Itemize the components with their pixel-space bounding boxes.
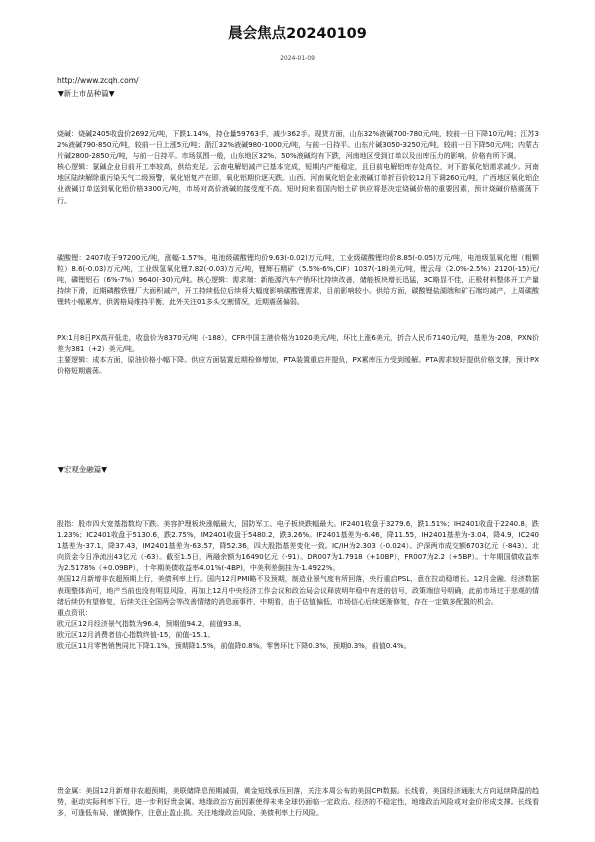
section-heading-new-products: ▼新上市品种篇▼ [58, 89, 115, 98]
paragraph-block-caustic-soda [57, 129, 539, 207]
paragraph-caustic-soda-logic: 核心逻辑：氯碱企业目前开工率较高，供给充足。云南电解铝减产已基本完成，短期内产能稳定，且目前电解铝库存处高位，对下游氧化铝需求减少。河南地区陆续解除重污染天气二级预警，氧化铝复产在即，氧化铝期价逐天跌。山西、河南氧化铝企业液碱订单折百价较12月下调260元/吨，广西地区氧化铝企业液碱订单送到氧化铝价格3300元/吨，市场对高价液碱的接受度不高。短时间来看国内铝土矿供应将是决定烧碱价格的重要因素，预计烧碱价格震荡下行。 [57, 163, 539, 205]
paragraph-block-precious-metals [57, 786, 539, 819]
paragraph-block-px [57, 333, 539, 377]
news-item: 欧元区11月零售销售同比下降1.1%，预期降1.5%，前值降0.8%。零售环比下降0.3%，预期0.3%，前值0.4%。 [57, 642, 411, 651]
paragraph-block-stock-index [57, 519, 539, 652]
paragraph-lithium-carbonate: 碳酸锂：2407收于97200元/吨，涨幅-1.57%，电池级碳酸锂均价9.63(-0.02)万元/吨，工业级碳酸锂均价8.85(-0.05)万元/吨，电池级氢氧化锂（粗颗粒）8.6(-0.03)万元/吨，工业级氢氧化锂7.82(-0.03)万元/吨，锂辉石精矿（5.5%-6%,CIF）1037(-18)美元/吨，锂云母（2.0%-2.5%）2120(-15)元/吨，磷锂铝石（6%-7%）9640(-30)元/吨。核心逻辑：需求端：新能源汽车产销环比持续改善，储能板块增长迅猛，3C略显不佳，正极材料整体开工产量持续下滑，近期磷酸铁锂厂大面积减产，开工持续低位后续将大幅度影响碳酸锂需求，目前影响较小。供给方面，碳酸锂盐湖端和矿石端均减产，上周碳酸锂转小幅累库，供需格局维持平衡，此外关注01多头交割情况，近期震荡偏弱。 [57, 254, 539, 307]
paragraph-px-logic: 主要逻辑：成本方面，原油价格小幅下降。供应方面装置近期检修增加，PTA装置重启并提负，PX累库压力受到缓解。PTA需求较好提供价格支撑，预计PX价格短期震荡。 [57, 356, 539, 376]
source-link[interactable]: http://www.zcqh.com/ [57, 76, 139, 85]
key-info-label: 重点资讯： [57, 608, 92, 617]
paragraph-precious-metals: 贵金属：美国12月新增非农超预期，美联储降息预期减弱，黄金短线承压回落，关注本周公布的美国CPI数据。长线看，美国经济通胀大方向延续降温的趋势，驱动实际利率下行，进一步利好贵金属。地缘政治方面因素使得未来全球仍面临一定政治、经济的不稳定性，地缘政治风险或对金价形成支撑。长线看多，可逢低布局，谨慎操作，注意止盈止损。关注地缘政治风险、美债利率上行风险。 [57, 787, 539, 818]
paragraph-block-lithium [57, 253, 539, 308]
paragraph-caustic-soda: 烧碱：烧碱2405收盘价2692元/吨，下跌1.14%，持仓量59763手，减少362手。现货方面，山东32%液碱700-780元/吨，较前一日下降10元/吨；江苏32%液碱790-850元/吨，较前一日上涨5元/吨；浙江32%液碱980-1000元/吨，与前一日持平。山东片碱3050-3250元/吨，较前一日下降50元/吨；内蒙古片碱2800-2850元/吨，与前一日持平。市场氛围一般，山东地区32%、50%液碱均有下跌，河南地区受到订单以及出库压力的影响，价格有所下调。 [57, 130, 539, 161]
section-heading-macro-finance: ▼宏观金融篇▼ [58, 465, 108, 474]
news-item: 欧元区12月经济景气指数为96.4，预期值94.2，前值93.8。 [57, 619, 246, 628]
page-title: 晨会焦点20240109 [228, 26, 367, 42]
paragraph-stock-index: 股指：股市四大宽基指数均下跌。美容护理板块涨幅最大，国防军工、电子板块跌幅最大。IF2401收盘于3279.6，跌1.51%；IH2401收盘于2240.8，跌1.23%；IC2401收盘于5130.6，跌2.75%，IM2401收盘于5480.2，跌3.26%。IF2401基差为-6.46，降11.55，IH2401基差为-3.04，降4.9，IC2401基差为-37.1，降37.43，IM2401基差为-63.57，降52.36，四大股指基差变化一致。IC/IH为2.303（-0.024）。沪深两市成交额6703亿元（-843）。北向资金今日净流出43亿元（-63）。截至1.5日，两融余额为16490亿元（-91）。DR007为1.7918（+10BP），FR007为2.2（+5BP）。十年期国债收益率为2.5178%（+0.09BP），十年期美债收益率4.01%(-4BP)，中美利差倒挂为-1.4922%。 [57, 520, 539, 573]
paragraph-us-jobs: 美国12月新增非农超预期上行，美债利率上行。国内12月PMI略不及预期，制造业景气度有所回落，央行重启PSL，意在拉动稳增长。12月金融、经济数据表现整体尚可，地产当前也没有明显风险，再加上12月中央经济工作会议和政治局会议释放明年稳中有进的信号，政策端信号明确，此前市场过于悲观的情绪后续仍有望修复，后续关注全国两会等改善情绪的消息面事件，中期看，由于估值偏低，市场信心后续逐渐修复，存在一定做多配置的机会。 [57, 575, 539, 606]
paragraph-px: PX:1月8日PX高开低走，收盘价为8370元/吨（-188），CFR中国主港价格为1020美元/吨，环比上涨6美元，折合人民币7140元/吨，基差为-208，PXN价差为381（+2）美元/吨。 [57, 334, 539, 354]
news-item: 欧元区12月消费者信心指数终值-15，前值-15.1。 [57, 630, 215, 639]
publish-date: 2024-01-09 [280, 55, 315, 62]
